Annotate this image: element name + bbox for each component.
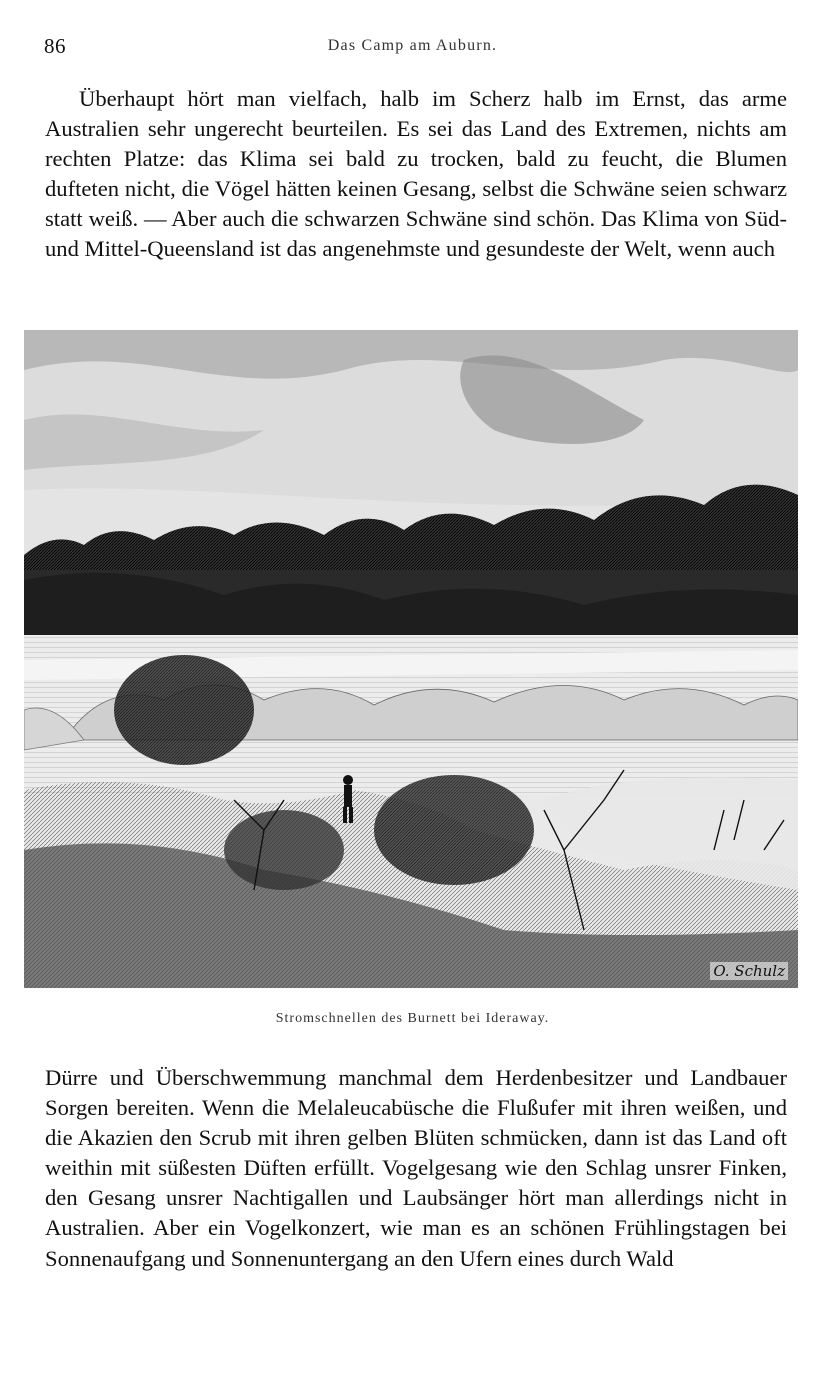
bush-left [114,655,254,765]
running-title: Das Camp am Auburn. [327,37,498,54]
paragraph-bottom: Dürre und Überschwemmung manchmal dem Herdenbesitzer und Landbauer Sorgen bereiten. Wenn die Melaleucabüsche die Flußufer mit ihren weißen, und die Akazien den Scrub mit ihren gelben Blüten schmücken, dann ist das Land oft weithin mit süßesten Düften erfüllt. Vogelgesang wie den Schlag unsrer Finken, den Gesang unsrer Nachtigallen und Laubsänger hört man allerdings nicht in Australien. Aber ein Vogelkonzert, wie man es an schönen Frühlingstagen bei Sonnenaufgang und Sonnenuntergang an den Ufern eines durch Wald [45,1065,787,1271]
figure-caption: Stromschnellen des Burnett bei Ideraway. [275,1011,550,1026]
artist-signature: O. Schulz [710,962,788,980]
page-number: 86 [44,34,66,58]
paragraph-top: Überhaupt hört man vielfach, halb im Scherz halb im Ernst, das arme Australien sehr ungerecht beurteilen. Es sei das Land des Extremen, nichts am rechten Platze: das Klima sei bald zu trocken, bald zu feucht, die Blumen dufteten nicht, die Vögel hätten keinen Gesang, selbst die Schwäne seien schwarz statt weiß. — Aber auch die schwarzen Schwäne sind schön. Das Klima von Süd- und Mittel-Queensland ist das angenehmste und gesundeste der Welt, wenn auch [45,86,787,262]
river-rapids-engraving [24,330,798,988]
engraving-illustration [24,330,798,988]
